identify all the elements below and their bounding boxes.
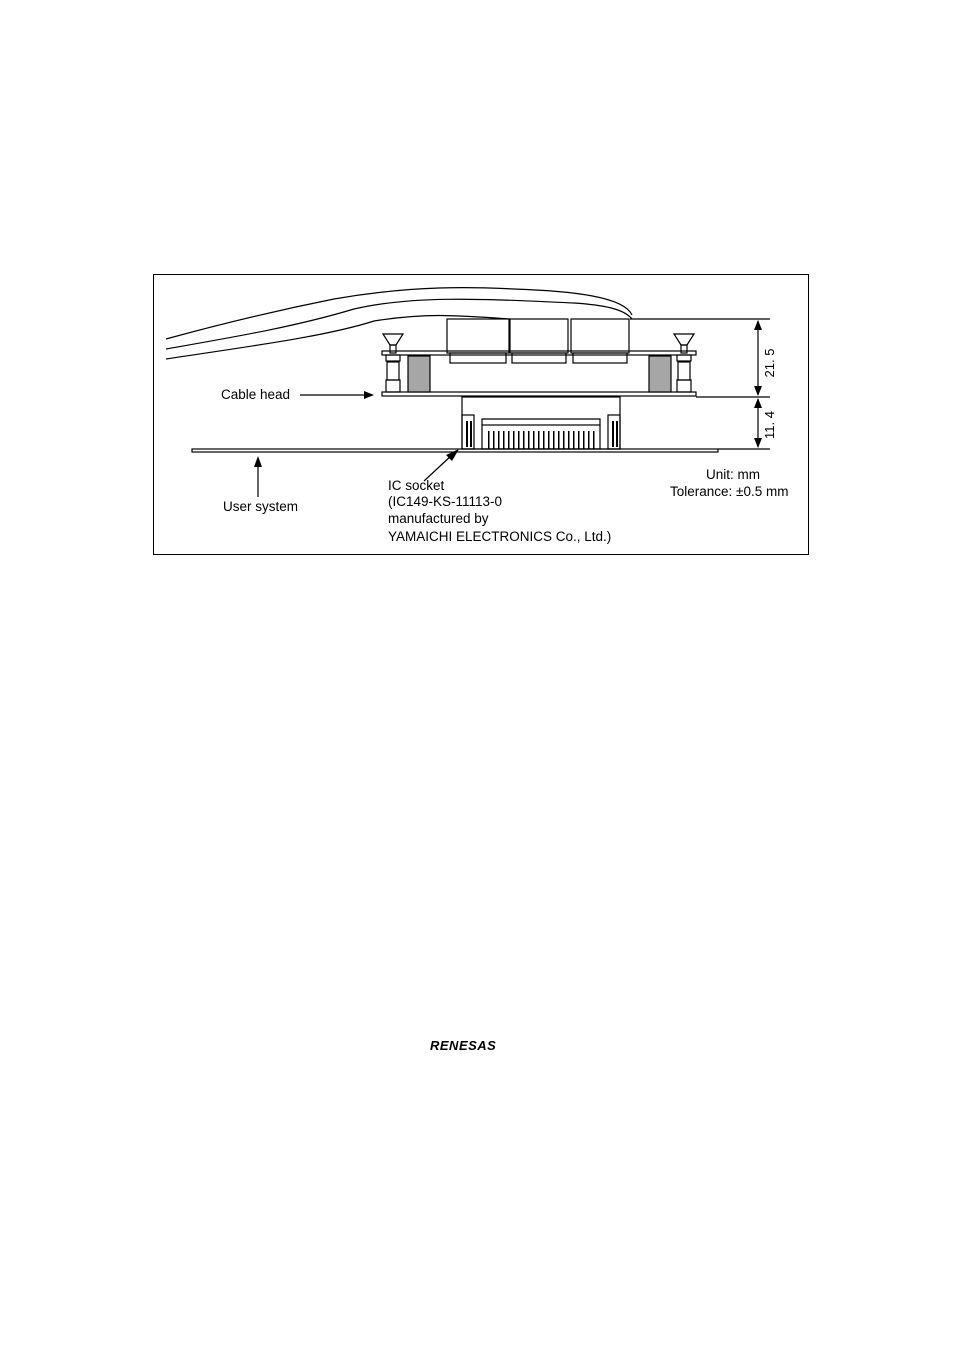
wing-screw: [383, 334, 403, 345]
connector-block: [447, 319, 509, 353]
cable: [166, 299, 632, 349]
dimension-lower: 11. 4: [762, 411, 777, 439]
spacer: [649, 356, 671, 392]
ic-socket-part-number: (IC149-KS-11113-0: [388, 494, 503, 509]
user-system-label: User system: [223, 499, 299, 514]
wing-screw: [674, 334, 694, 345]
spacer: [408, 356, 430, 392]
cable: [166, 288, 632, 339]
cable-head-mounting-diagram: [153, 274, 809, 555]
ic-socket-label: IC socket: [388, 478, 445, 493]
unit-note: Unit: mm: [706, 467, 760, 482]
dimension-upper: 21. 5: [762, 348, 777, 378]
cable-head-board: [382, 392, 696, 396]
ic-socket-manufacturer: YAMAICHI ELECTRONICS Co., Ltd.): [388, 529, 612, 544]
connector-block: [510, 319, 568, 353]
ic-socket-manufacturer-prefix: manufactured by: [388, 511, 489, 526]
renesas-logo: [430, 1038, 532, 1058]
connector-block: [571, 319, 629, 353]
ic-socket: [462, 397, 620, 449]
cable-head-label: Cable head: [221, 387, 291, 402]
logo-text: RENESAS: [430, 1038, 497, 1053]
tolerance-note: Tolerance: ±0.5 mm: [670, 484, 789, 499]
